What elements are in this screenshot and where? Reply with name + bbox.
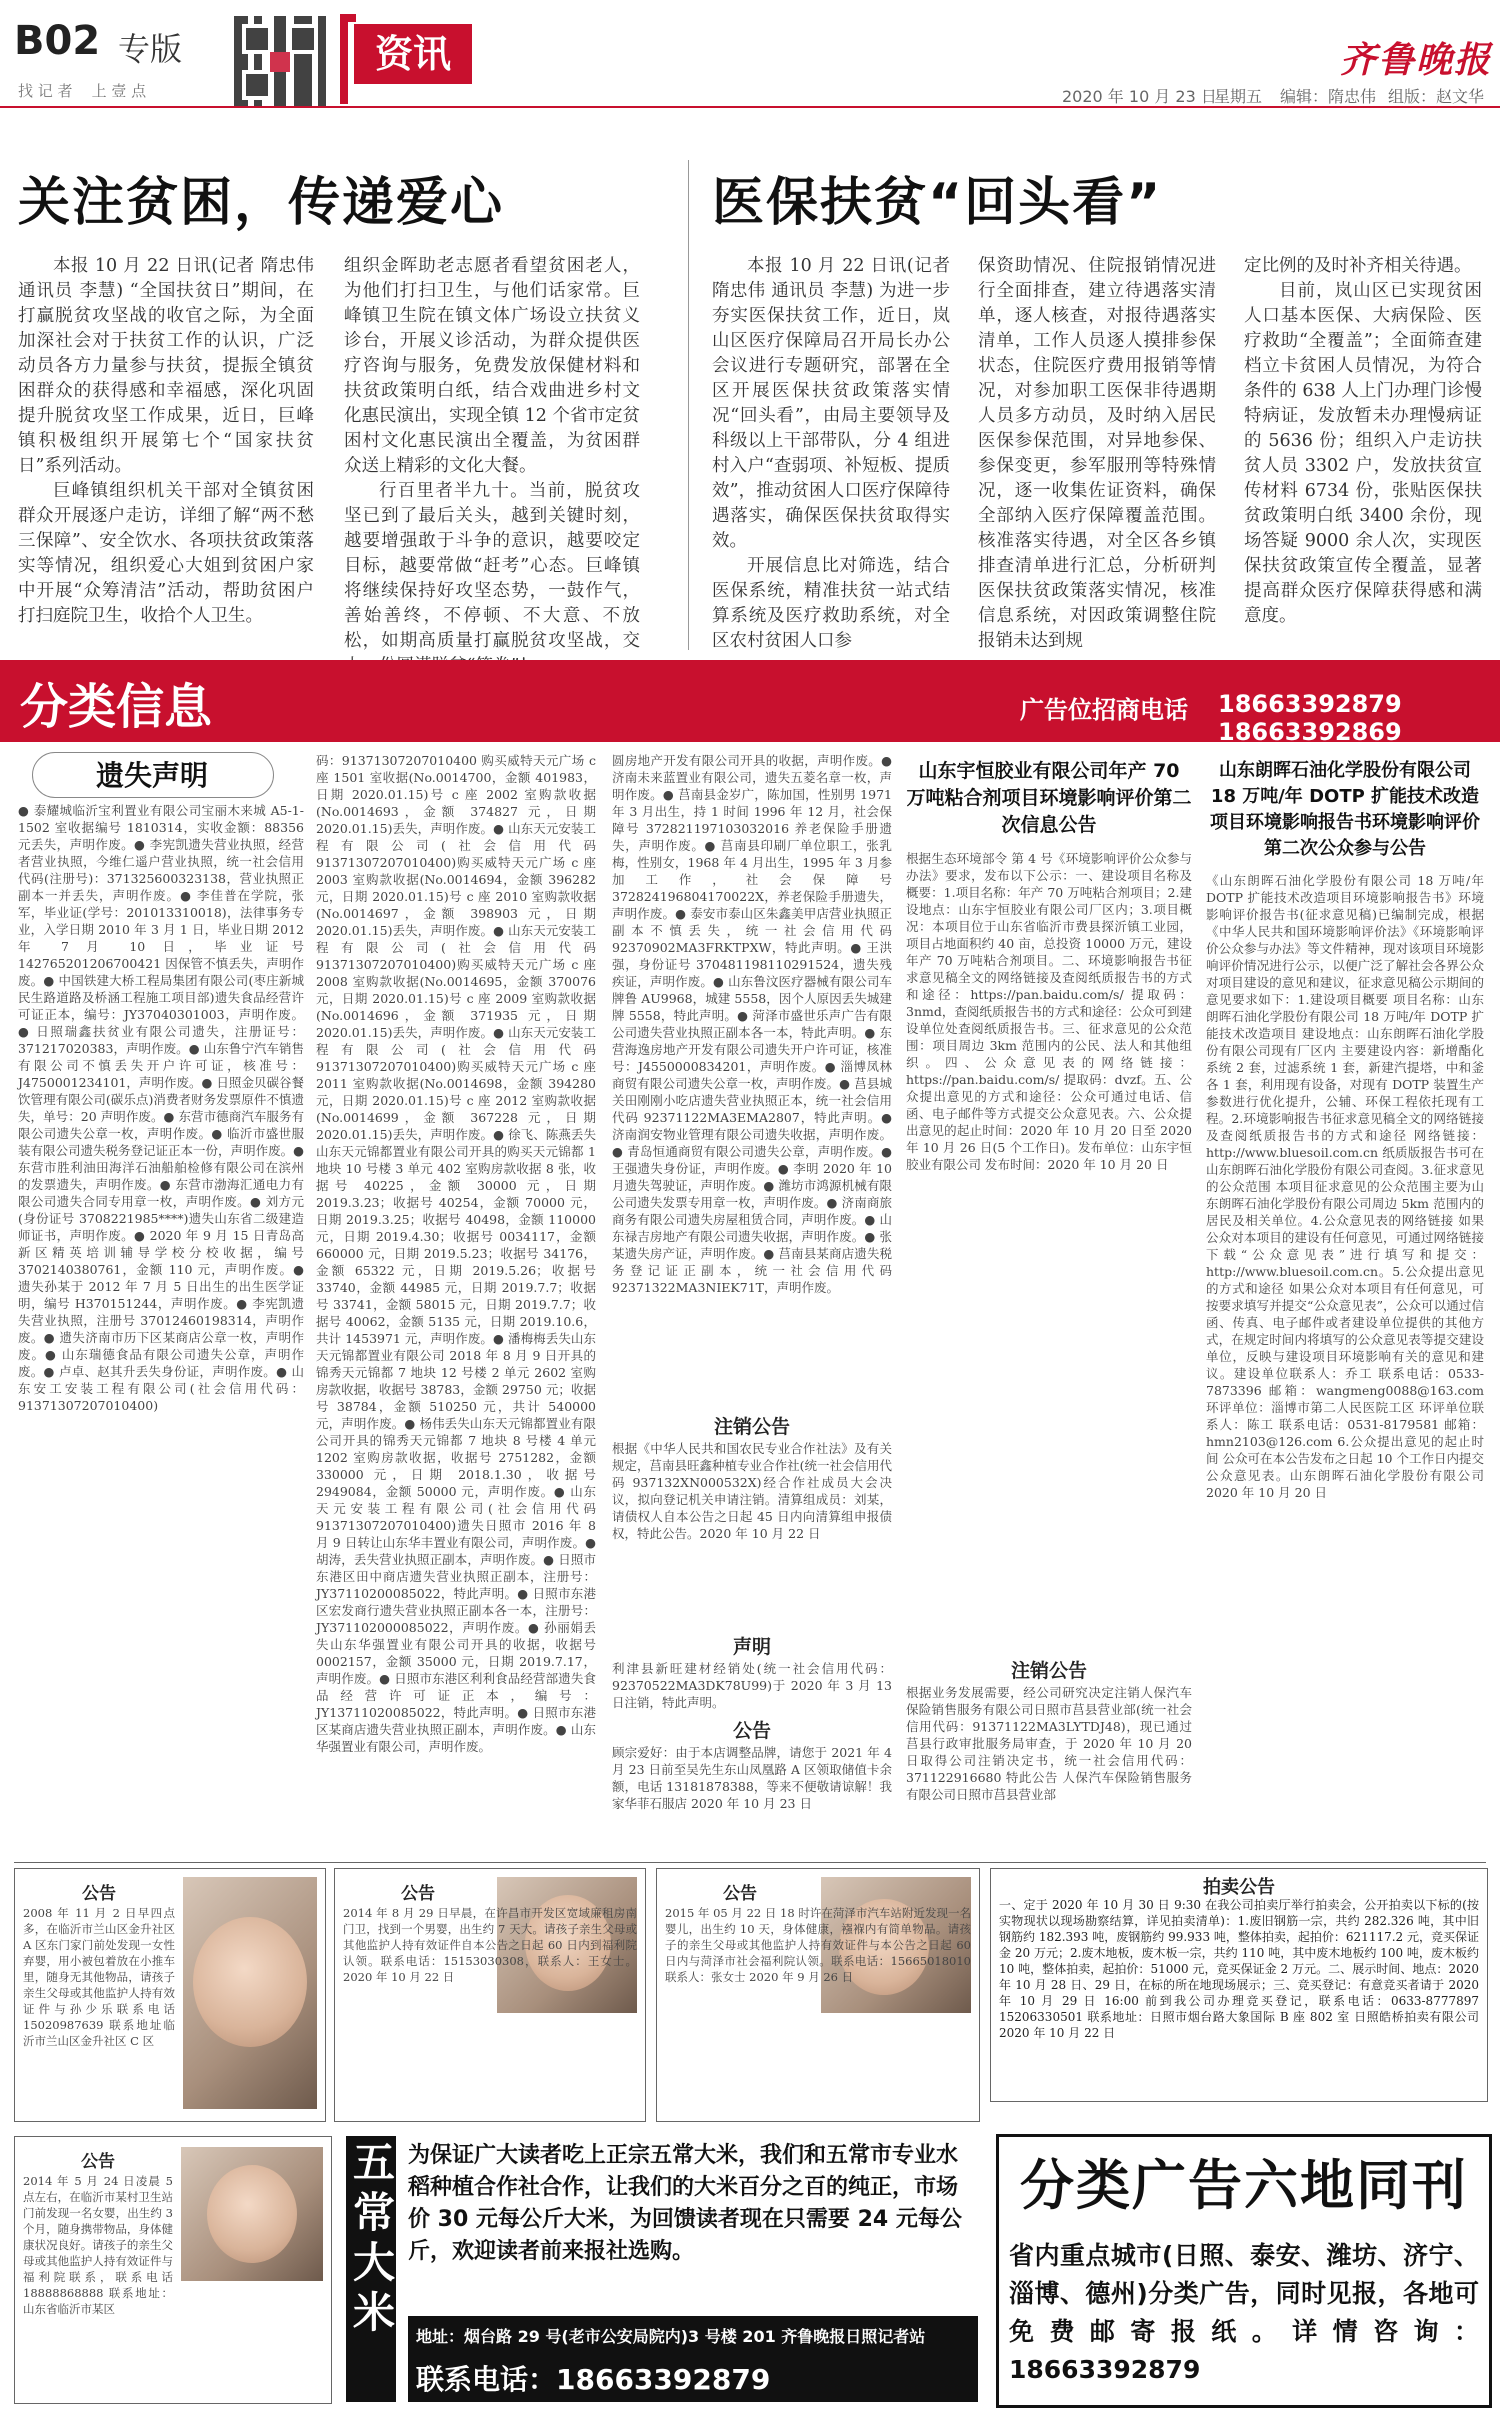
person-notice-1-text: 2008 年 11 月 2 日早四点多，在临沂市兰山区金升社区 A 区东门家门前处发现一女性弃婴，用小被包着放在小推车里，随身无其他物品，请孩子亲生父母或其他监护人持有效证件与孙少乐联系电话 15020987639 联系地址临沂市兰山区金升社区 C 区 <box>23 1906 175 2048</box>
article2-title: 医保扶贫“回头看” <box>712 173 1163 233</box>
lost-notice3-title: 公告 <box>732 1720 771 1742</box>
channel-label: 资讯 <box>354 24 472 84</box>
article1-col1 <box>18 254 314 654</box>
six-city-text: 省内重点城市(日照、泰安、潍坊、济宁、淄博、德州)分类广告，同时见报，各地可免费邮寄报纸。详情咨询：18663392879 <box>1009 2241 1479 2384</box>
rice-phone: 联系电话：18663392879 <box>416 2363 771 2396</box>
lost-title: 遗失声明 <box>95 759 208 792</box>
classified-title: 分类信息 <box>20 679 213 735</box>
masthead-rule <box>0 106 1500 108</box>
lost-col1: ● 泰耀城临沂宝利置业有限公司宝丽木来城 A5-1-1502 室收据编号 1810314，实收金额：88356 元丢失，声明作废。● 李宪凯遗失营业执照，经营者营业执照，今维仁遥户营业执照，统一社会信用代码(注册号)：371325600323138，营业执照正副本一并丢失，声明作废。● 李佳普在学院，张军，毕业证(学号：201013310018)，法律事务专业，入学日期 2010 年 3 月 1 日，毕业日期 2012 年 7 月 10 日，毕业证号 142765201206700421 因保管不慎丢失，声明作废。● 中国铁建大桥工程局集团有限公司(枣庄新城民生路道路及桥涵工程施工项目部)遗失食品经营许可证正本，编号：JY37040301003，声明作废。● 日照瑞鑫扶贫业有限公司遗失，注册证号：371217020383，声明作废。● 山东鲁宁汽车销售有限公司不慎丢失开户许可证，核准号：J4750001234101，声明作废。● 日照金贝碳谷餐饮管理有限公司(碳乐点)消费者财务发票原件不慎遗失，单号：20 声明作废。● 东营市德商汽车服务有限公司遗失公章一枚，声明作废。● 临沂市盛世服装有限公司遗失税务登记证正本一份，声明作废。● 东营市胜利油田海洋石油船舶检修有限公司在滨州的发票遗失，声明作废。● 东营市渤海汇通电力有限公司遗失合同专用章一枚，声明作废。● 刘方元(身份证号 3708221985****)遗失山东省二级建造师证书，声明作废。● 2020 年 9 月 15 日青岛高新区精英培训辅导学校分校收据，编号 3702140380761，金额 110 元，声明作废。● 遗失孙某于 2012 年 7 月 5 日出生的出生医学证明，编号 H370151244，声明作废。● 李宪凯遗失营业执照，注册号 37012460198314，声明作废。● 遗失济南市历下区某商店公章一枚，声明作废。● 山东瑞德食品有限公司遗失公章，声明作废。● 卢卓、赵其升丢失身份证，声明作废。● 山东安工安装工程有限公司(社会信用代码：91371307207010400) <box>18 803 304 1413</box>
auction-box <box>990 1868 1488 2102</box>
auction-text: 一、定于 2020 年 10 月 30 日 9:30 在我公司拍卖厅举行拍卖会，公开拍卖以下标的(按实物现状以现场勘察结算，详见拍卖清单)：1.废旧钢筋一宗，共约 282.326 吨，其中旧钢筋约 182.393 吨，废钢筋约 99.933 吨，整体拍卖，起拍价：621117.2 元，竞买保证金 20 万元；2.废木地板，废木板一宗，共约 110 吨，其中废木地板约 100 吨，废木板约 10 吨，整体拍卖，起拍价：51000 元，竞买保证金 2 万元。二、展示时间、地点：2020 年 10 月 28 日、29 日，在标的所在地现场展示；三、竞买登记：有意竞买者请于 2020 年 10 月 29 日 16:00 前到我公司办理竞买登记，联系电话：0633-8777897 15206330501 联系地址：日照市烟台路大象国际 B 座 802 室 日照皓桥拍卖有限公司 2020 年 10 月 22 日 <box>999 1898 1479 2040</box>
article2-col1 <box>712 254 950 654</box>
article1-col2-p1: 组织金晖助老志愿者看望贫困老人，为他们打扫卫生，与他们话家常。巨峰镇卫生院在镇文体广场设立扶贫义诊台，开展义诊活动，为群众提供医疗咨询与服务，免费发放保健材料和扶贫政策明白纸，结合戏曲进乡村文化惠民演出，实现全镇 12 个省市定贫困村文化惠民演出全覆盖，为贫困群众送上精彩的文化大餐。 <box>344 256 640 476</box>
article2-col3 <box>1244 254 1482 654</box>
article1-col1-p1: 本报 10 月 22 日讯(记者 隋忠伟 通讯员 李慧) “全国扶贫日”期间，在打赢脱贫攻坚战的收官之际，为全面加深社会对于扶贫工作的认识，广泛动员各方力量参与扶贫，提振全镇贫困群众的获得感和幸福感，深化巩固提升脱贫攻坚工作成果，近日，巨峰镇积极组织开展第七个“国家扶贫日”系列活动。 <box>18 256 314 476</box>
env1-notice-text: 根据业务发展需要，经公司研究决定注销人保汽车保险销售服务有限公司日照市莒县营业部(统一社会信用代码：91371122MA3LYTDJ48)，现已通过莒县行政审批服务局审查，于 2020 年 10 月 20 日取得公司注销决定书，统一社会信用代码：371122916680 特此公告 人保汽车保险销售服务有限公司日照市莒县营业部 <box>906 1685 1192 1802</box>
person-notice-3-text: 2015 年 05 月 22 日 18 时许在菏泽市汽车站附近发现一名婴儿，出生约 10 天，身体健康，襁褓内有简单物品。请孩子的亲生父母或其他监护人持有效证件与本公告之日起 60 日内与菏泽市社会福利院认领。联系电话：15665018010 联系人：张女士 2020 年 9 月 26 日 <box>665 1906 971 1984</box>
lost-col3-a: 圆房地产开发有限公司开具的收据，声明作废。● 济南未来蓝置业有限公司，遗失五菱名章一枚，声明作废。● 莒南县金岁广，陈加国，性别男 1971 年 3 月出生，持 1 时间 1996 年 12 月，社会保障号 372821197103032016 养老保险手册遗失，声明作废。● 莒南县印刷厂单位职工，张乳梅，性别女，1968 年 4 月出生，1995 年 3 月参加工作，社会保障号 372824196804170022X，养老保险手册遗失，声明作废。● 泰安市泰山区朱鑫美甲店营业执照正副本不慎丢失，统一社会信用代码 92370902MA3FRKTPXW，特此声明。● 王洪强，身份证号 370481198110291524，遗失残疾证，声明作废。● 山东鲁汶医疗器械有限公司车牌鲁 AU9968，城建 5558，因个人原因丢失城建牌 5558，特此声明。● 菏泽市盛世乐声广告有限公司遗失营业执照正副本各一本，特此声明。● 东营海逸房地产开发有限公司遗失开户许可证，核准号：J4550000834201，声明作废。● 淄博凤林商贸有限公司遗失公章一枚，声明作废。● 莒县城关田刚刚小吃店遗失营业执照正本，统一社会信用代码 92371122MA3EMA2807，特此声明。● 济南润安物业管理有限公司遗失收据，声明作废。● 青岛恒通商贸有限公司遗失公章，声明作废。● 王强遗失身份证，声明作废。● 李明 2020 年 10 月遗失驾驶证，声明作废。● 潍坊市鸿源机械有限公司遗失发票专用章一枚，声明作废。● 济南商旅商务有限公司遗失房屋租赁合同，声明作废。● 山东禄吉房地产有限公司遗失收据，声明作废。● 张某遗失房产证，声明作废。● 莒南县某商店遗失税务登记证正副本，统一社会信用代码 92371322MA3NIEK71T，声明作废。 <box>612 753 892 1295</box>
lost-notice3: 顾宗爱好：由于本店调整品牌，请您于 2021 年 4 月 23 日前至吴先生东山凤凰路 A 区领取储值卡余额，电话 13181878388，等来不便敬请谅解！我家华菲石服店 2020 年 10 月 23 日 <box>612 1745 892 1811</box>
masthead-designer: 组版：赵文华 <box>1388 87 1485 106</box>
lost-col2: 码：91371307207010400 购买威特天元广场 c 座 1501 室收据(No.0014700，金额 401983，日期 2020.01.15)号 c 座 2002 室购款收据(No.0014693，金额 374827 元，日期 2020.01.15)丢失，声明作废。● 山东天元安装工程有限公司(社会信用代码 91371307207010400)购买威特天元广场 c 座 2003 室购款收据(No.0014694，金额 396282 元，日期 2020.01.15)号 c 座 2010 室购款收据(No.0014697，金额 398903 元，日期 2020.01.15)丢失，声明作废。● 山东天元安装工程有限公司(社会信用代码 91371307207010400)购买威特天元广场 c 座 2008 室购款收据(No.0014695，金额 370076 元，日期 2020.01.15)号 c 座 2009 室购款收据(No.0014696，金额 371935 元，日期 2020.01.15)丢失，声明作废。● 山东天元安装工程有限公司(社会信用代码 91371307207010400)购买威特天元广场 c 座 2011 室购款收据(No.0014698，金额 394280 元，日期 2020.01.15)号 c 座 2012 室购款收据(No.0014699，金额 367228 元，日期 2020.01.15)丢失，声明作废。● 徐飞、陈燕丢失山东天元锦都置业有限公司开具的购买天元锦都 1 地块 10 号楼 3 单元 402 室购房款收据 8 张，收据号 40225，金额 30000 元，日期 2019.3.23；收据号 40254，金额 70000 元，日期 2019.3.25；收据号 40498，金额 110000 元，日期 2019.4.30；收据号 0034117，金额 660000 元，日期 2019.5.23；收据号 34176，金额 65322 元，日期 2019.5.26；收据号 33740，金额 44985 元，日期 2019.7.7；收据号 33741，金额 58015 元，日期 2019.7.7；收据号 40062，金额 5135 元，日期 2019.10.6，共计 1453971 元，声明作废。● 潘梅梅丢失山东天元锦都置业有限公司 2018 年 8 月 9 日开具的锦秀天元锦都 7 地块 12 号楼 2 单元 2602 室购房款收据，收据号 38783，金额 29750 元；收据号 38784，金额 510250 元，共计 540000 元，声明作废。● 杨伟丢失山东天元锦都置业有限公司开具的锦秀天元锦都 7 地块 8 号楼 4 单元 1202 室购房款收据，收据号 2751282，金额 330000 元，日期 2018.1.30，收据号 2949084，金额 50000 元，声明作废。● 山东天元安装工程有限公司(社会信用代码 91371307207010400)遗失日照市 2016 年 8 月 9 日转让山东华丰置业有限公司，声明作废。● 胡涛，丢失营业执照正副本，声明作废。● 日照市东港区田中商店遗失营业执照正副本，注册号：JY37110200085022，特此声明。● 日照市东港区宏发商行遗失营业执照正副本各一本，注册号：JY371102000085022，声明作废。● 孙丽娟丢失山东华强置业有限公司开具的收据，收据号 0002157，金额 35000 元，日期 2019.7.17，声明作废。● 日照市东港区利利食品经营部遗失食品经营许可证正本，编号：JY13711020085022，特此声明。● 日照市东港区某商店遗失营业执照正副本，声明作废。● 山东华强置业有限公司，声明作废。 <box>316 753 596 1754</box>
rice-ad <box>346 2136 978 2402</box>
env1-notice-title: 注销公告 <box>1010 1660 1087 1682</box>
rice-address: 地址：烟台路 29 号(老市公安局院内)3 号楼 201 齐鲁晚报日照记者站 <box>416 2327 926 2346</box>
person-notice-1 <box>14 1868 326 2122</box>
classified-phones: 18663392879 18663392869 <box>1218 690 1402 746</box>
classified-bottom-rule <box>14 1862 1486 1863</box>
person-notice-2 <box>334 1868 646 2122</box>
masthead-weekday: 星期五 <box>1214 87 1263 106</box>
classified-ad-label: 广告位招商电话 <box>1020 696 1188 724</box>
lost-notice2: 利津县新旺建材经销处(统一社会信用代码：92370522MA3DK78U99)于 2020 年 3 月 13 日注销，特此声明。 <box>612 1661 892 1710</box>
page-number: B02 <box>14 18 101 64</box>
paper-logo: 齐鲁晚报 <box>1340 39 1493 81</box>
article1-col1-p2: 巨峰镇组织机关干部对全镇贫困群众开展逐户走访，详细了解“两不愁三保障”、安全饮水、各项扶贫政策落实等情况，组织爱心大姐到贫困户家中开展“众筹清洁”活动，帮助贫困户打扫庭院卫生，收拾个人卫生。 <box>18 481 314 626</box>
person-notice-4 <box>14 2136 332 2404</box>
article2-col1-p2: 开展信息比对筛选，结合医保系统，精准扶贫一站式结算系统及医疗救助系统，对全区农村贫困人口参 <box>712 556 950 651</box>
baby-face-4 <box>207 2165 297 2263</box>
article2-col2-p1: 保资助情况、住院报销情况进行全面排查，建立待遇落实清单，逐人核查，对报待遇落实清单，工作人员逐人摸排参保状态，住院医疗费用报销等情况，对参加职工医保非待遇期人员多方动员，及时纳入居民医保参保范围，对异地参保、参保变更，参军服刑等特殊情况，逐一收集佐证资料，确保全部纳入医疗保障覆盖范围。核准落实待遇，对全区各乡镇排查清单进行汇总，分析研判医保扶贫政策落实情况，核准信息系统，对因政策调整住院报销未达到规 <box>978 256 1216 651</box>
person-notice-4-title: 公告 <box>81 2152 115 2172</box>
person-notice-2-title: 公告 <box>401 1884 435 1904</box>
person-notice-3-title: 公告 <box>723 1884 757 1904</box>
person-notice-2-text: 2014 年 8 月 29 日早晨，在许昌市开发区宽域廉租房南门卫，找到一个男婴，出生约 7 天大。请孩子亲生父母或其他监护人持有效证件自本公告之日起 60 日内到福利院认领。联系电话：15153030308，联系人：王女士。2020 年 10 月 22 日 <box>343 1906 637 1984</box>
person-notice-3 <box>656 1868 980 2122</box>
article-divider <box>688 160 689 650</box>
article2-col3-p1: 定比例的及时补齐相关待遇。 <box>1244 256 1472 276</box>
article2-col3-p2: 目前，岚山区已实现贫困人口基本医保、大病保险、医疗救助“全覆盖”；全面筛查建档立卡贫困人员情况，为符合条件的 638 人上门办理门诊慢特病证，发放暂未办理慢病证的 5636 份；组织入户走访扶贫人员 3302 户，发放扶贫宣传材料 6734 份，张贴医保扶贫政策明白纸 3400 余份，现场答疑 9000 余人次，实现医保扶贫政策宣传全覆盖，显著提高群众医疗保障获得感和满意度。 <box>1244 281 1482 626</box>
person-notice-4-text: 2014 年 5 月 24 日凌晨 5 点左右，在临沂市某村卫生站门前发现一名女婴，出生约 3 个月，随身携带物品，身体健康状况良好。请孩子的亲生父母或其他监护人持有效证件与福利院联系，联系电话 18888868888 联系地址：山东省临沂市某区 <box>23 2174 173 2316</box>
rice-text: 为保证广大读者吃上正宗五常大米，我们和五常市专业水稻种植合作社合作，让我们的大米百分之百的纯正，市场价 30 元每公斤大米，为回馈读者现在只需要 24 元每公斤，欢迎读者前来报社选购。 <box>408 2143 962 2264</box>
article2-col1-p1: 本报 10 月 22 日讯(记者 隋忠伟 通讯员 李慧) 为进一步夯实医保扶贫工作，近日，岚山区医疗保障局召开局长办公会议进行专题研究，部署在全区开展医保扶贫政策落实情况“回头看”，由局主要领导及科级以上干部带队，分 4 组进村入户“查弱项、补短板、提质效”，推动贫困人口医疗保障待遇落实，确保医保扶贫取得实效。 <box>712 256 950 551</box>
rice-brand-bar <box>346 2136 396 2402</box>
masthead-date: 2020 年 10 月 23 日 <box>1062 87 1217 106</box>
article1-col2 <box>344 254 640 654</box>
baby-photo-4 <box>181 2147 323 2281</box>
six-city-title: 分类广告六地同刊 <box>1020 2154 1468 2217</box>
article2-col2 <box>978 254 1216 654</box>
env1-title: 山东宇恒胶业有限公司年产 70 万吨粘合剂项目环境影响评价第二次信息公告 <box>906 760 1192 836</box>
masthead-editor: 编辑：隋忠伟 <box>1280 87 1377 106</box>
six-city-ad <box>996 2134 1492 2408</box>
rice-brand: 五常大米 <box>347 2140 396 2340</box>
lost-notice1: 根据《中华人民共和国农民专业合作社法》及有关规定，莒南县旺鑫种植专业合作社(统一社会信用代码 937132XN000532X)经合作社成员大会决议，拟向登记机关申请注销。清算组成员：刘某，请债权人自本公告之日起 45 日内向清算组申报债权，特此公告。2020 年 10 月 22 日 <box>612 1441 892 1541</box>
baby-photo-1 <box>183 1877 317 2109</box>
baby-face-1 <box>193 1917 307 2047</box>
qr-code-icon <box>234 16 326 108</box>
env2-title: 山东朗晖石油化学股份有限公司 18 万吨/年 DOTP 扩能技术改造项目环境影响报告书环境影响评价第二次公众参与公告 <box>1210 760 1480 859</box>
auction-title: 拍卖公告 <box>1203 1877 1275 1898</box>
classified-banner <box>0 660 1500 746</box>
lost-notice1-title: 注销公告 <box>713 1416 790 1438</box>
sub-left: 找 记 者 上 壹 点 <box>18 82 147 100</box>
article1-title: 关注贫困，传递爱心 <box>18 173 505 233</box>
env2-text: 《山东朗晖石油化学股份有限公司 18 万吨/年 DOTP 扩能技术改造项目环境影响报告书》环境影响评价报告书(征求意见稿)已编制完成，根据《中华人民共和国环境影响评价法》《环境影响评价公众参与办法》等文件精神，现对该项目环境影响评价情况进行公示，以便广泛了解社会各界公众对项目建设的意见和建议，征求意见稿公示期间的意见要求如下：1.建设项目概要 项目名称：山东朗晖石油化学股份有限公司 18 万吨/年 DOTP 扩能技术改造项目 建设地点：山东朗晖石油化学股份有限公司现有厂区内 主要建设内容：新增酯化系统 2 套，过滤系统 1 套，新建汽提塔，中和釜各 1 套，利用现有设备，对现有 DOTP 装置生产参数进行优化提升，公辅、环保工程依托现有工程。2.环境影响报告书征求意见稿全文的网络链接及查阅纸质报告书的方式和途径 网络链接：http://www.bluesoil.com.cn 纸质版报告书可在山东朗晖石油化学股份有限公司查阅。3.征求意见的公众范围 本项目征求意见的公众范围主要为山东朗晖石油化学股份有限公司周边 5km 范围内的居民及相关单位。4.公众意见表的网络链接 如果公众对本项目的建设有任何意见，可通过网络链接下载“公众意见表”进行填写和提交：http://www.bluesoil.com.cn。5.公众提出意见的方式和途径 如果公众对本项目有任何意见，可按要求填写并提交“公众意见表”，公众可以通过信函、传真、电子邮件或者建设单位提供的其他方式，在规定时间内将填写的公众意见表等提交建设单位，反映与建设项目环境影响有关的意见和建议。建设单位联系人：乔工 联系电话：0533-7873396 邮箱：wangmeng0088@163.com 环评单位：淄博市第二人民医院工区 环评单位联系人：陈工 联系电话：0531-8179581 邮箱：hmn2103@126.com 6.公众提出意见的起止时间 公众可在本公告发布之日起 10 个工作日内提交公众意见表。山东朗晖石油化学股份有限公司 2020 年 10 月 20 日 <box>1206 873 1484 1500</box>
article1-col2-p2: 行百里者半九十。当前，脱贫攻坚已到了最后关头，越到关键时刻，越要增强敢于斗争的意识，越要咬定目标，越要常做“赶考”心态。巨峰镇将继续保持好攻坚态势，一鼓作气，善始善终，不停顿、不大意、不放松，如期高质量打赢脱贫攻坚战，交 <box>344 481 640 651</box>
section-type: 专版 <box>118 30 183 68</box>
env1-text: 根据生态环境部令 第 4 号《环境影响评价公众参与办法》要求，发布以下公示：一、建设项目名称及概要：1.项目名称：年产 70 万吨粘合剂项目；2.建设地点：山东宇恒胶业有限公司厂区内；3.项目概况：本项目位于山东省临沂市费县探沂镇工业园，项目占地面积约 40 亩，总投资 10000 万元，建设年产 70 万吨粘合剂项目。二、环境影响报告书征求意见稿全文的网络链接及查阅纸质报告书的方式和途径：https://pan.baidu.com/s/ 提取码：3nmd，查阅纸质报告书的方式和途径：公众可到建设单位处查阅纸质报告书。三、征求意见的公众范围：项目周边 3km 范围内的公民、法人和其他组织。四、公众意见表的网络链接：https://pan.baidu.com/s/ 提取码：dvzf。五、公众提出意见的方式和途径：公众可通过电话、信函、电子邮件等方式提交公众意见表。六、公众提出意见的起止时间：2020 年 10 月 20 日至 2020 年 10 月 26 日(5 个工作日)。发布单位：山东宇恒胶业有限公司 发布时间：2020 年 10 月 20 日 <box>906 851 1192 1172</box>
lost-notice2-title: 声明 <box>732 1636 771 1658</box>
person-notice-1-title: 公告 <box>82 1884 116 1904</box>
